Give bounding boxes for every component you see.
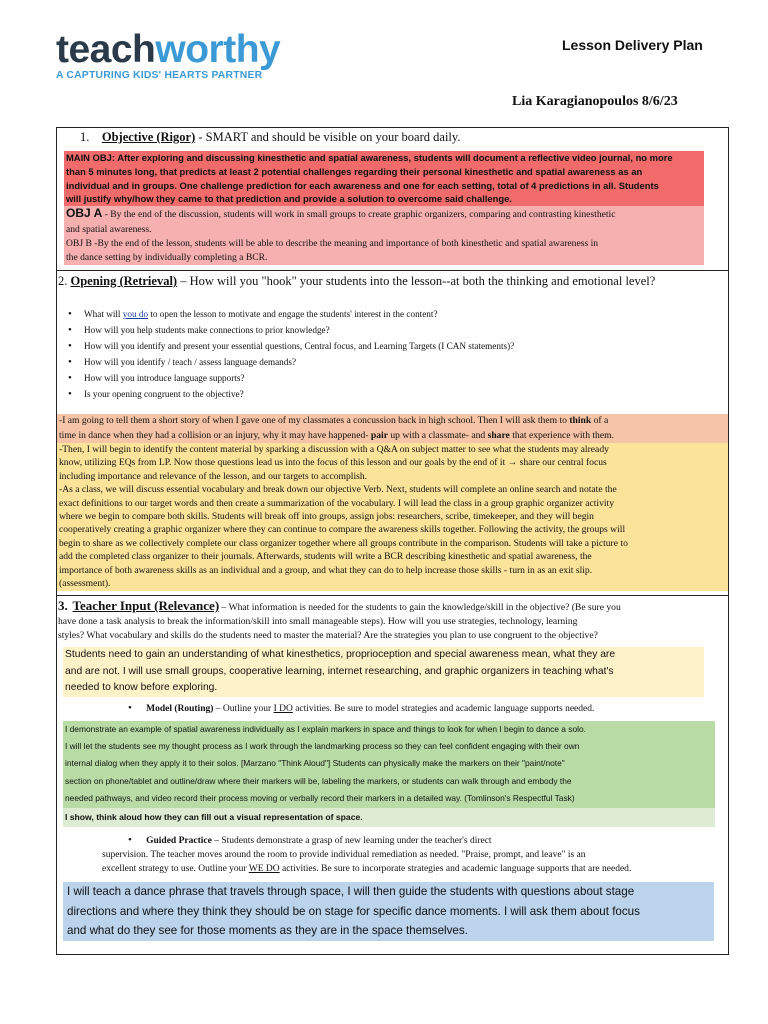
- guided-practice: [102, 833, 631, 876]
- main-objective: [64, 151, 704, 206]
- procedure-line: -As a class, we will discuss essential vocabulary and break down our objective Verb. Next, students will complete an online search and notate the: [59, 484, 617, 496]
- question-text: How will you identify and present your essential questions, Central focus, and Learning Targets (I CAN statements)?: [84, 341, 515, 351]
- think-aloud-note: I show, think aloud how they can fill out a visual representation of space.: [63, 808, 715, 827]
- procedure-line: begin to share as we collectively complete our class organizer together where all groups contribute in the comparison. Students will take a picture to: [59, 537, 628, 549]
- guided-plan-line: and what do they see for those moments as they are in the space themselves.: [67, 924, 468, 937]
- logo-tagline: A CAPTURING KIDS' HEARTS PARTNER: [56, 70, 263, 81]
- section-divider-2: [56, 595, 729, 596]
- model-label: Model (Routing): [146, 704, 214, 714]
- question-text: What will: [84, 309, 123, 319]
- needs-line: and are not. I will use small groups, cooperative learning, internet researching, and graphic organizers in teaching what's: [65, 665, 614, 677]
- author-date: Lia Karagianopoulos 8/6/23: [512, 94, 678, 109]
- procedure-line: where we begin to compare both skills. Students will break off into groups, assign jobs: researchers, scribe, timekeeper, and they will begin: [59, 511, 594, 523]
- opening-question: [68, 354, 514, 370]
- student-needs: [63, 647, 704, 697]
- opening-question-list: [68, 306, 514, 402]
- question-text: How will you help students make connections to prior knowledge?: [84, 325, 330, 335]
- section1-subtitle: - SMART and should be visible on your board daily.: [195, 130, 461, 144]
- guided-text: – Students demonstrate a grasp of new learning under the teacher's direct: [211, 836, 492, 846]
- bullet-icon: •: [128, 702, 132, 714]
- guided-plan-line: I will teach a dance phrase that travels through space, I will then guide the students with questions about stage: [67, 885, 635, 898]
- hook-bold: pair: [370, 429, 388, 441]
- needs-line: Students need to gain an understanding of what kinesthetics, proprioception and special awareness mean, what they are: [65, 649, 616, 660]
- question-text: Is your opening congruent to the objective?: [84, 389, 244, 399]
- question-text: to open the lesson to motivate and engage the students' interest in the content?: [148, 309, 438, 319]
- section3-heading: [58, 599, 621, 643]
- hook-text: that experience with them.: [509, 429, 614, 441]
- section3-heading-line: styles? What vocabulary and skills do the students need to master the material? Are the strategies you plan to use congruent to the objective?: [58, 630, 598, 641]
- section-divider-1: [56, 270, 729, 271]
- question-underlined: you do: [122, 309, 149, 319]
- guided-line: supervision. The teacher moves around the room to provide individual remediation as needed. "Praise, prompt, and leave" is an: [102, 850, 586, 860]
- logo-wordmark: [56, 30, 280, 70]
- procedure-line: including importance and relevance of the lesson, and our targets to accomplish.: [59, 470, 368, 482]
- demo-line: I will let the students see my thought process as I work through the landmarking process so they can feel confident engaging with their own: [65, 741, 580, 752]
- objective-b-line: OBJ B -By the end of the lesson, students will be able to describe the meaning and importance of both kinesthetic and spatial awareness in: [66, 238, 599, 249]
- section3-number: 3.: [58, 598, 68, 613]
- model-underlined: I DO: [273, 704, 293, 714]
- guided-text: activities. Be sure to incorporate strategies and academic language supports that are needed.: [279, 864, 632, 874]
- hook-text: of a: [591, 415, 609, 426]
- hook-line: [59, 429, 726, 444]
- objective-b-line: the dance setting by individually completing a BCR.: [66, 251, 268, 263]
- hook-bold: share: [487, 429, 510, 441]
- hook-text: -I am going to tell them a short story of when I gave one of my classmates a concussion back in high school. Then I will ask them to: [59, 415, 570, 426]
- section3-heading-line: have done a task analysis to break the information/skill into small manageable steps). How will you use strategies, technology, learning: [58, 616, 578, 627]
- document-title: Lesson Delivery Plan: [562, 37, 703, 53]
- objective-b: [64, 237, 704, 265]
- guided-line: [102, 833, 631, 848]
- model-text: – Outline your: [213, 704, 274, 714]
- main-objective-line: individual and in groups. One challenge prediction for each awareness and one for each setting, total of 4 predictions in all. Students: [66, 179, 659, 191]
- procedure-line: add the completed class organizer to their journals. Afterwards, students will write a BCR describing kinesthetic and spatial awareness, the: [59, 551, 592, 563]
- section2-heading: [58, 274, 655, 289]
- hook-text: up with a classmate- and: [387, 429, 488, 441]
- opening-question: [68, 386, 514, 402]
- procedure-line: cooperatively creating a graphic organizer where they can continue to compare the awareness skills together. Following the activity, the groups will: [59, 524, 626, 536]
- hook-story: [57, 414, 728, 443]
- guided-text: excellent strategy to use. Outline your: [102, 864, 249, 874]
- demo-line: needed pathways, and video record their process moving or verbally record their markers in a detailed way. (Tomlinson's Respectful Task): [65, 792, 575, 803]
- objective-a: [64, 206, 704, 237]
- opening-question: [68, 322, 514, 338]
- demo-line: I demonstrate an example of spatial awareness individually as I explain markers in space and things to look for when I begin to dance a solo.: [65, 724, 586, 734]
- guided-label: Guided Practice: [146, 836, 212, 846]
- hook-text: time in dance when they had a collision or an injury, why it may have happened-: [59, 429, 371, 441]
- procedure-line: importance of both awareness skills as an individual and a group, and what they can do to help increase those skills - turn in as an exit slip.: [59, 564, 593, 576]
- needs-line: needed to know before exploring.: [65, 682, 218, 693]
- logo-teach-text: teach: [56, 28, 156, 71]
- guided-plan-line: directions and where they think they should be on stage for specific dance moments. I will ask them about focus: [67, 904, 640, 918]
- objective-a-label: OBJ A: [66, 206, 103, 220]
- guided-underlined: WE DO: [248, 864, 280, 874]
- section1-number: 1.: [80, 130, 90, 144]
- section2-title: Opening (Retrieval): [70, 274, 178, 288]
- opening-question: [68, 306, 514, 322]
- objective-a-line: and spatial awareness.: [66, 224, 152, 235]
- section3-title: Teacher Input (Relevance): [72, 598, 220, 613]
- opening-question: [68, 338, 514, 354]
- main-objective-line: will justify why/how they came to that prediction and provide a solution to overcome said challenge.: [66, 193, 512, 205]
- demonstration: [63, 721, 715, 808]
- demo-line: internal dialog when they apply it to their solos. [Marzano "Think Aloud"] Students can physically make the markers on their "paint/note": [65, 758, 565, 769]
- section1-heading: [80, 130, 460, 145]
- opening-question: [68, 370, 514, 386]
- logo-worthy-text: worthy: [155, 28, 281, 71]
- procedure-line: (assessment).: [59, 578, 111, 590]
- section2-subtitle: – How will you "hook" your students into the lesson--at both the thinking and emotional level?: [177, 274, 656, 288]
- teachworthy-logo: [56, 30, 280, 81]
- question-text: How will you introduce language supports?: [84, 373, 245, 383]
- opening-procedure: [57, 443, 728, 591]
- section3-subtitle: – What information is needed for the students to gain the knowledge/skill in the objective? (Be sure you: [219, 602, 621, 613]
- guided-plan: [63, 882, 714, 941]
- procedure-line: -Then, I will begin to identify the content material by sparking a discussion with a Q&A on subject matter to see what the students may already: [59, 444, 609, 455]
- procedure-line: know, utilizing EQs from LP. Now those questions lead us into the focus of this lesson and our goals by the end of it → share our central focus: [59, 457, 607, 469]
- hook-line: [59, 414, 726, 429]
- bullet-icon: •: [128, 834, 132, 846]
- model-text: activities. Be sure to model strategies and academic language supports needed.: [292, 704, 595, 714]
- demo-line: section on phone/tablet and outline/draw where their markers will be, labeling the markers, or students can walk through and embody the: [65, 775, 572, 786]
- objective-a-text: - By the end of the discussion, students will work in small groups to create graphic organizers, comparing and contrasting kinesthetic: [102, 209, 616, 220]
- main-objective-line: than 5 minutes long, that predicts at least 2 potential challenges regarding their personal kinesthetic and spatial awareness as an: [66, 165, 643, 177]
- section3-heading-line: [58, 599, 621, 615]
- procedure-line: exact definitions to our target words and then create a summarization of the vocabulary. I will lead the class in a group graphic organizer activity: [59, 497, 614, 509]
- question-text: How will you identify / teach / assess language demands?: [84, 357, 297, 367]
- objective-a-line: [66, 206, 702, 222]
- section2-number: 2.: [58, 274, 68, 288]
- hook-bold: think: [569, 415, 592, 426]
- model-routing-line: [128, 702, 594, 714]
- guided-line: [102, 862, 631, 876]
- section1-title: Objective (Rigor): [101, 130, 196, 144]
- main-objective-line: MAIN OBJ: After exploring and discussing kinesthetic and spatial awareness, students will document a reflective video journal, no more: [66, 152, 673, 163]
